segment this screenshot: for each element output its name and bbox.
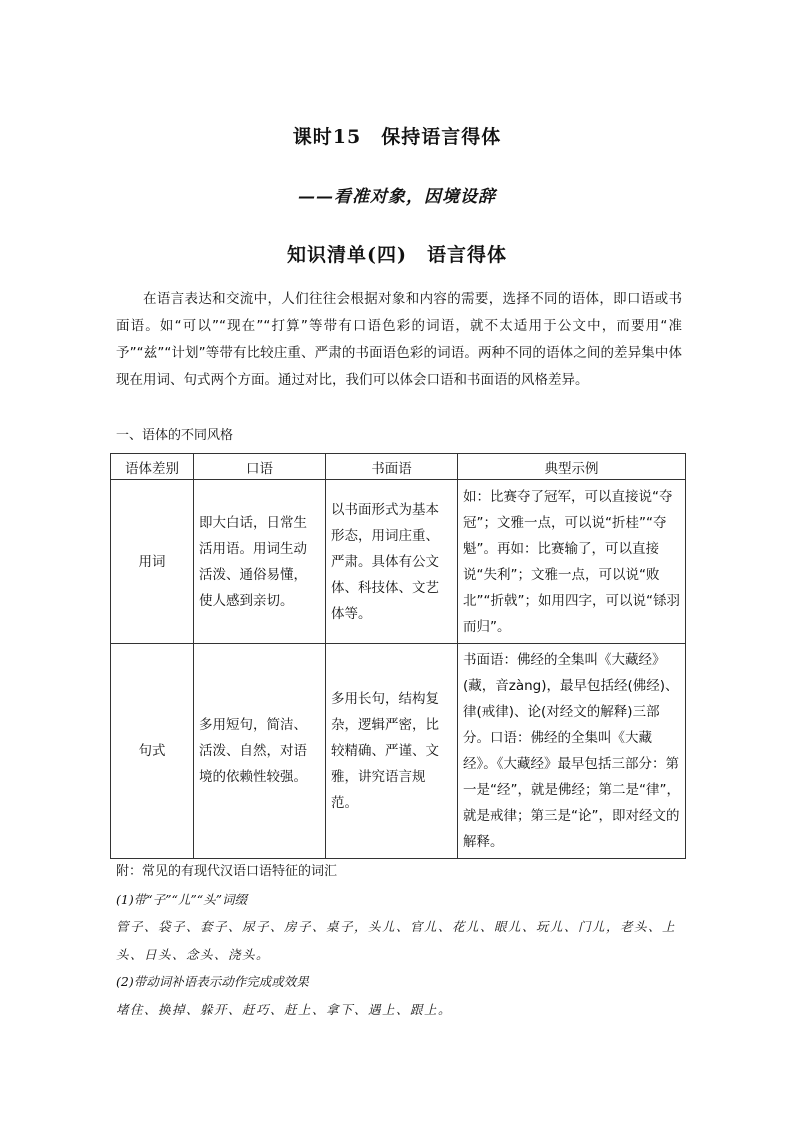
table-row: [111, 644, 686, 859]
table-header-row: [111, 454, 686, 480]
lesson-subtitle: ——看准对象，因境设辞: [298, 187, 496, 207]
appendix-subheading: (1)带“子”“儿”“头”词缀: [116, 891, 248, 907]
appendix-word-list: 管子、袋子、套子、尿子、房子、桌子，头儿、官儿、花儿、眼儿、玩儿、门儿，老头、上头、日头、念头、浇头。: [116, 919, 677, 962]
lesson-title: 课时15 保持语言得体: [292, 126, 502, 148]
header-example: 典型示例: [458, 454, 686, 480]
row-label-wording: 用词: [111, 480, 194, 644]
section-title: 知识清单(四) 语言得体: [287, 244, 507, 266]
cell-written: 以书面形式为基本形态，用词庄重、严肃。具体有公文体、科技体、文艺体等。: [326, 480, 458, 644]
cell-example: 书面语：佛经的全集叫《大藏经》(藏，音zàng)，最早包括经(佛经)、律(戒律)、论(对经文的解释)三部分。口语：佛经的全集叫《大藏经》。《大藏经》最早包括三部分：第一是“经”，就是佛经；第二是“律”，就是戒律；第三是“论”，即对经文的解释。: [458, 644, 686, 859]
table-row: [111, 480, 686, 644]
appendix-subheading: (2)带动词补语表示动作完成或效果: [116, 974, 309, 989]
header-difference: 语体差别: [111, 454, 194, 480]
intro-paragraph: 在语言表达和交流中，人们往往会根据对象和内容的需要，选择不同的语体，即口语或书面语。如“可以”“现在”“打算”等带有口语色彩的词语，就不太适用于公文中，而要用“准予”“兹”“计划”等带有比较庄重、严肃的书面语色彩的词语。两种不同的语体之间的差异集中体现在用词、句式两个方面。通过对比，我们可以体会口语和书面语的风格差异。: [116, 291, 682, 388]
header-spoken: 口语: [194, 454, 326, 480]
cell-spoken: 即大白话，日常生活用语。用词生动活泼、通俗易懂，使人感到亲切。: [194, 480, 326, 644]
table-caption: 一、语体的不同风格: [116, 428, 234, 443]
header-written: 书面语: [326, 454, 458, 480]
row-label-sentence: 句式: [111, 644, 194, 859]
register-comparison-table: [110, 453, 686, 859]
cell-example: 如：比赛夺了冠军，可以直接说“夺冠”；文雅一点，可以说“折桂”“夺魁”。再如：比赛输了，可以直接说“失利”；文雅一点，可以说“败北”“折戟”；如用四字，可以说“铩羽而归”。: [458, 480, 686, 644]
appendix-heading: 附：常见的有现代汉语口语特征的词汇: [116, 864, 338, 879]
appendix: [116, 858, 686, 1023]
cell-written: 多用长句，结构复杂，逻辑严密，比较精确、严谨、文雅，讲究语言规范。: [326, 644, 458, 859]
appendix-word-list: 堵住、换掉、躲开、赶巧、赶上、拿下、遇上、跟上。: [116, 1001, 453, 1017]
cell-spoken: 多用短句，简洁、活泼、自然，对语境的依赖性较强。: [194, 644, 326, 859]
